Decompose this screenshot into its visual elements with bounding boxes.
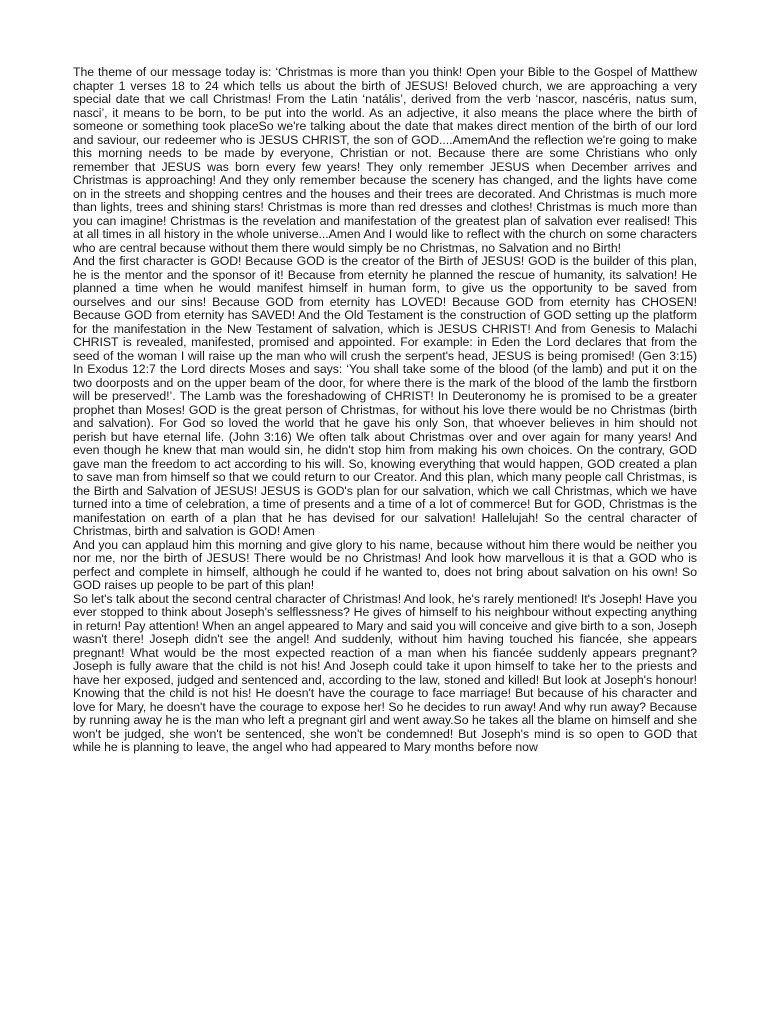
paragraph-second-character-joseph: So let's talk about the second central character of Christmas! And look, he's rarely mentioned! It's Joseph! Have you ever stopped to think about Joseph's selflessness? He gives of himself to his neighbour without expecting anything in return! Pay attention! When an angel appeared to Mary and said you will conceive and give birth to a son, Joseph wasn't there! Joseph didn't see the angel! And suddenly, without him having touched his fiancée, she appears pregnant! What would be the most expected reaction of a man when his fiancée suddenly appears pregnant? Joseph is fully aware that the child is not his! And Joseph could take it upon himself to take her to the priests and have her exposed, judged and sentenced and, according to the law, stoned and killed! But look at Joseph's honour! Knowing that the child is not his! He doesn't have the courage to face marriage! But because of his character and love for Mary, he doesn't have the courage to expose her! So he decides to run away! And why run away? Because by running away he is the man who left a pregnant girl and went away.So he takes all the blame on himself and she won't be judged, she won't be sentenced, she won't be condemned! But Joseph's mind is so open to GOD that while he is planning to leave, the angel who had appeared to Mary months before now	[73, 591, 697, 754]
paragraph-first-character-god: And the first character is GOD! Because GOD is the creator of the Birth of JESUS! GOD is the builder of this plan, he is the mentor and the sponsor of it! Because from eternity he planned the rescue of humanity, its salvation! He planned a time when he would manifest himself in human form, to give us the opportunity to be saved from ourselves and our sins! Because GOD from eternity has LOVED! Because GOD from eternity has CHOSEN! Because GOD from eternity has SAVED! And the Old Testament is the construction of GOD setting up the platform for the manifestation in the New Testament of salvation, which is JESUS CHRIST! And from Genesis to Malachi CHRIST is revealed, manifested, promised and appointed. For example: in Eden the Lord declares that from the seed of the woman I will raise up the man who will crush the serpent's head, JESUS is being promised! (Gen 3:15) In Exodus 12:7 the Lord directs Moses and says: ‘You shall take some of the blood (of the lamb) and put it on the two doorposts and on the upper beam of the door, for where there is the mark of the blood of the lamb the firstborn will be preserved!’. The Lamb was the foreshadowing of CHRIST! In Deuteronomy he is promised to be a greater prophet than Moses! GOD is the great person of Christmas, for without his love there would be no Christmas (birth and salvation). For God so loved the world that he gave his only Son, that whoever believes in him should not perish but have eternal life. (John 3:16) We often talk about Christmas over and over again for many years! And even though he knew that man would sin, he didn't stop him from making his own choices. On the contrary, GOD gave man the freedom to act according to his will. So, knowing everything that would happen, GOD created a plan to save man from himself so that we could return to our Creator. And this plan, which many people call Christmas, is the Birth and Salvation of JESUS! JESUS is GOD's plan for our salvation, which we call Christmas, which we have turned into a time of celebration, a time of presents and a time of a lot of commerce! But for GOD, Christmas is the manifestation on earth of a plan that he has devised for our salvation! Hallelujah! So the central character of Christmas, birth and salvation is GOD! Amen	[73, 254, 697, 538]
paragraph-intro: The theme of our message today is: ‘Christmas is more than you think! Open your Bible to the Gospel of Matthew chapter 1 verses 18 to 24 which tells us about the birth of JESUS! Beloved church, we are approaching a very special date that we call Christmas! From the Latin ‘natális’, derived from the verb ‘nascor, nascéris, natus sum, nasci’, it means to be born, to be put into the world. As an adjective, it also means the place where the birth of someone or something took placeSo we're talking about the date that makes direct mention of the birth of our lord and saviour, our redeemer who is JESUS CHRIST, the son of GOD....AmemAnd the reflection we're going to make this morning needs to be made by everyone, Christian or not. Because there are some Christians who only remember that JESUS was born every few years! They only remember JESUS when December arrives and Christmas is approaching! And they only remember because the scenery has changed, and the lights have come on in the streets and shopping centres and the houses and their trees are decorated. And Christmas is much more than lights, trees and shining stars! Christmas is more than red dresses and clothes! Christmas is much more than you can imagine! Christmas is the revelation and manifestation of the greatest plan of salvation ever realised! This at all times in all history in the whole universe...Amen And I would like to reflect with the church on some characters who are central because without them there would simply be no Christmas, no Salvation and no Birth!	[73, 65, 697, 255]
document-page	[73, 66, 697, 755]
paragraph-applaud: And you can applaud him this morning and give glory to his name, because without him there would be neither you nor me, nor the birth of JESUS! There would be no Christmas! And look how marvellous it is that a GOD who is perfect and complete in himself, although he could if he wanted to, does not bring about salvation on his own! So GOD raises up people to be part of this plan!	[73, 537, 697, 592]
